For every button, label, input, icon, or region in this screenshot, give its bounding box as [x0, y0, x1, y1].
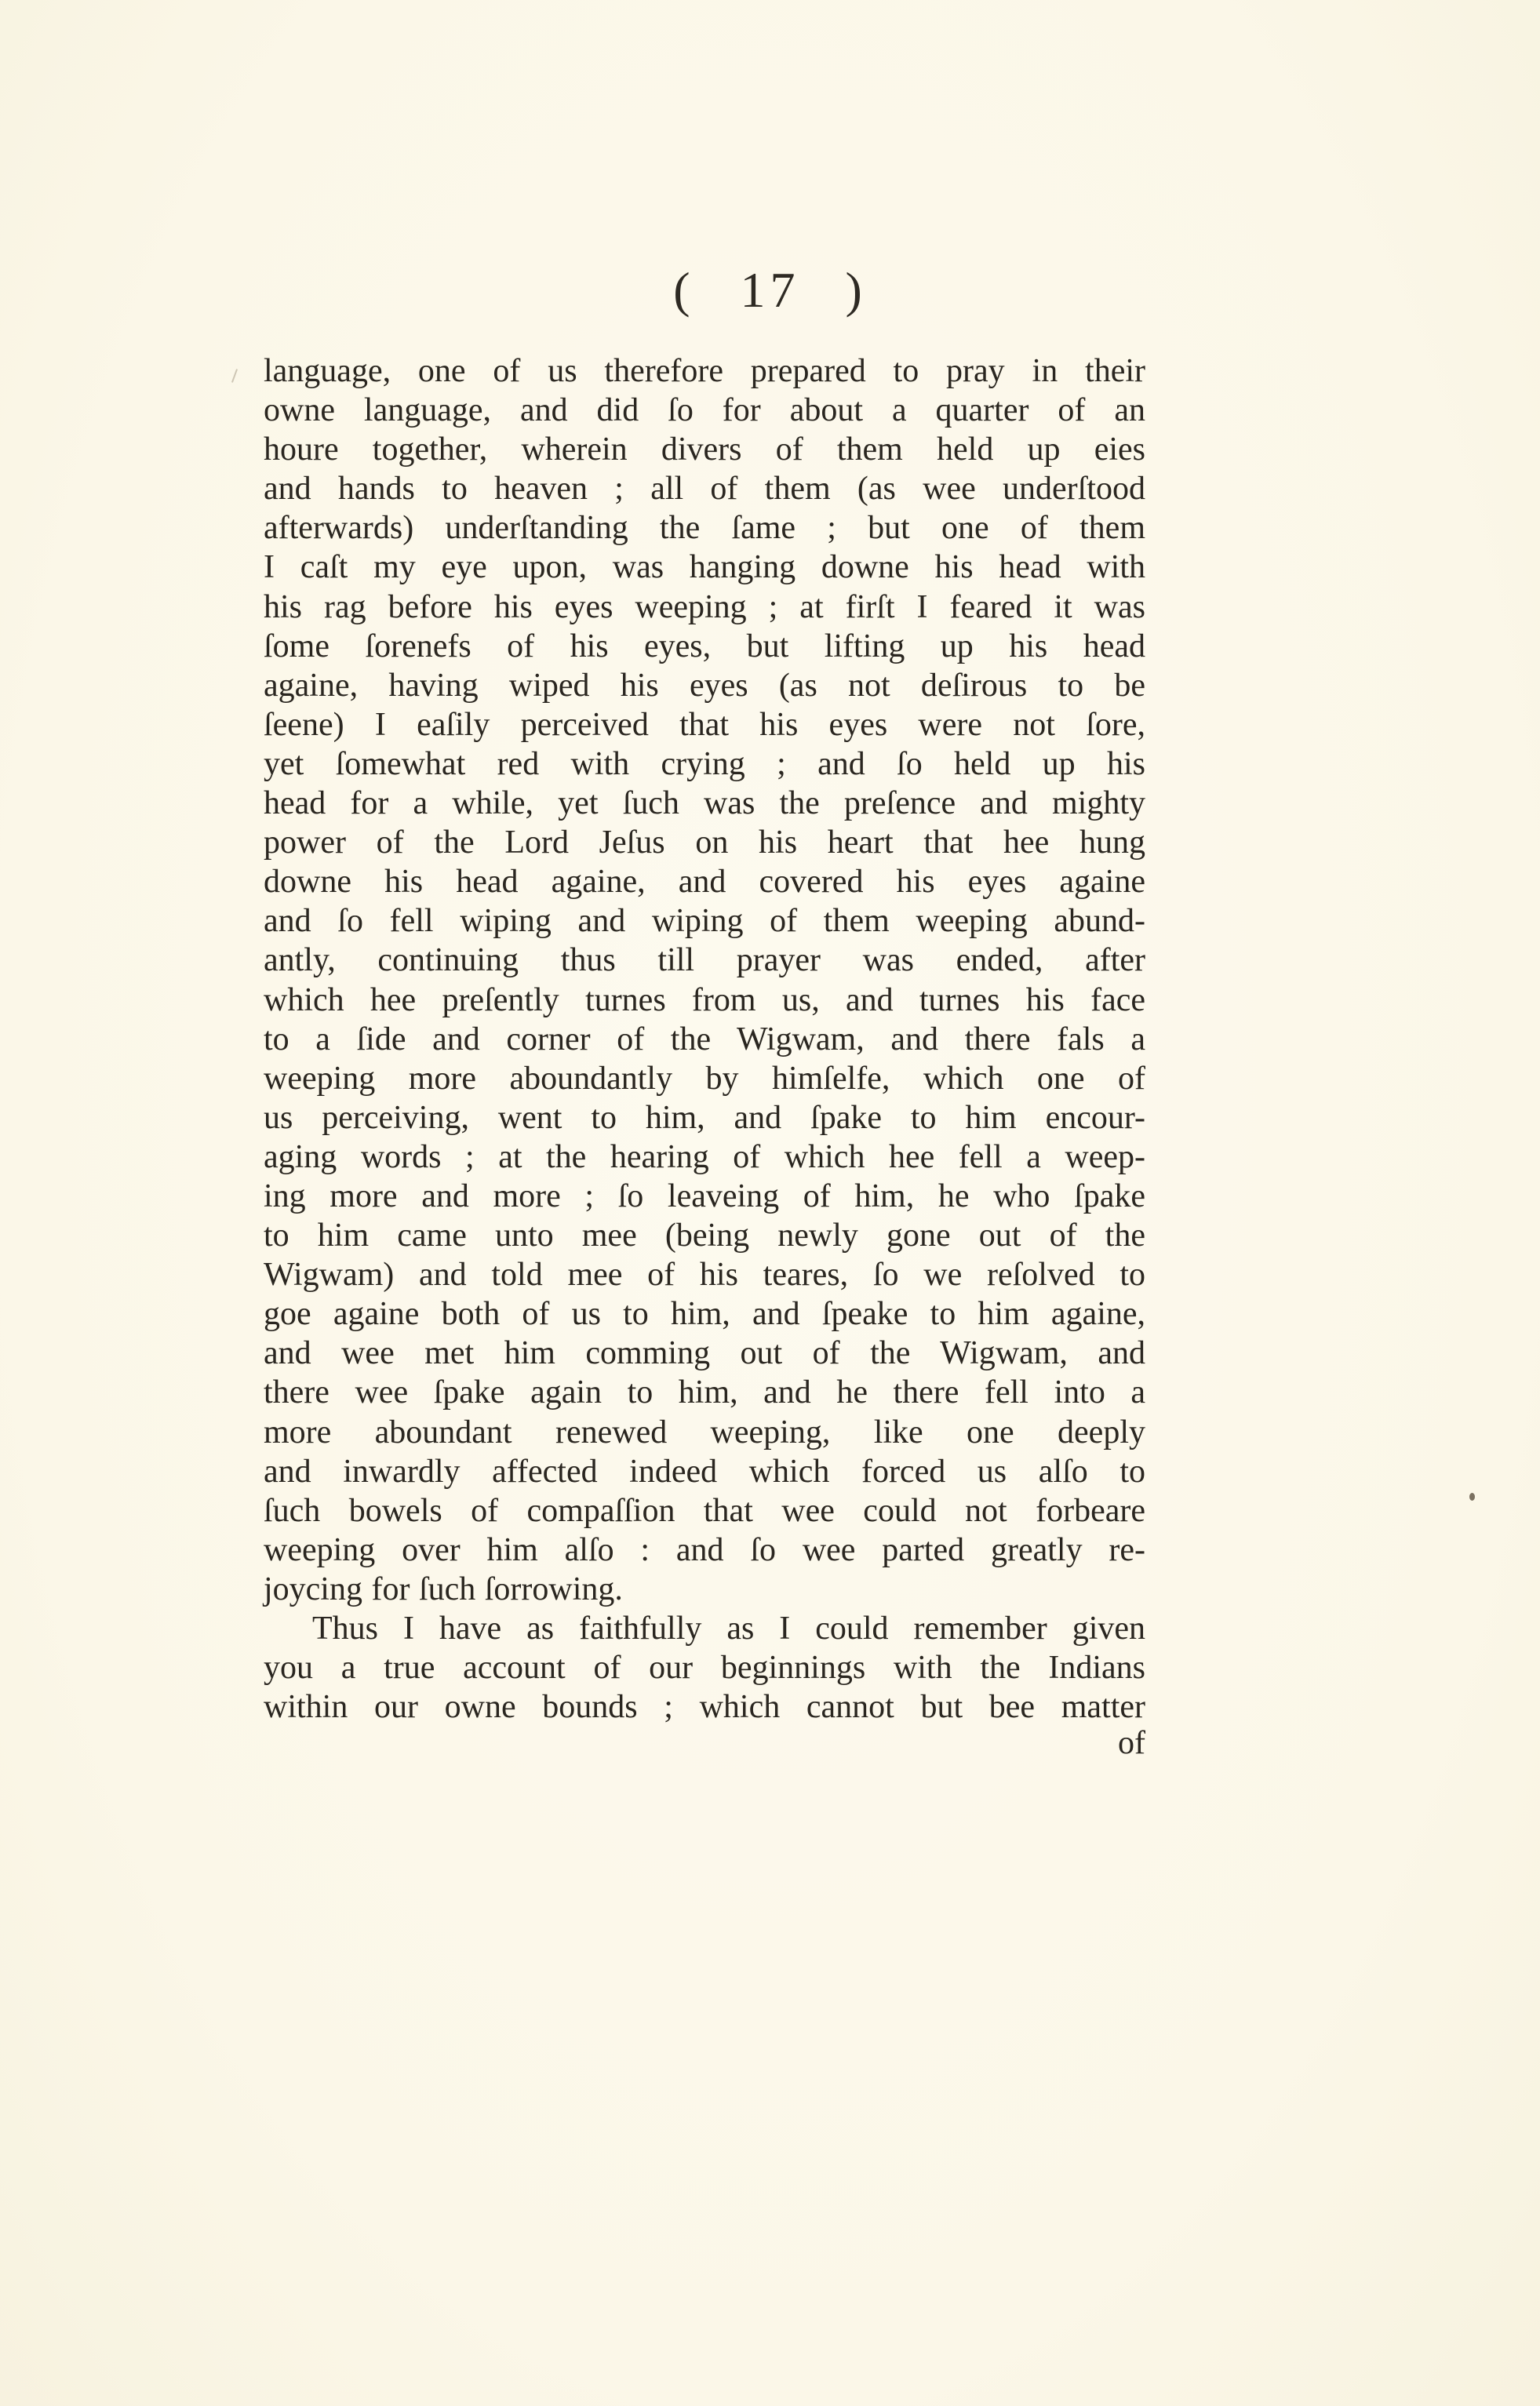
text-line: us perceiving, went to him, and ſpake to him encour-: [264, 1099, 1145, 1136]
ink-speck: [1469, 1493, 1475, 1501]
text-line: you a true account of our beginnings with the Indians: [264, 1650, 1145, 1687]
text-line: afterwards) underſtanding the ſame ; but one of them: [264, 510, 1145, 547]
text-line: to a ſide and corner of the Wigwam, and there fals a: [264, 1021, 1145, 1057]
text-line: weeping more aboundantly by himſelfe, which one of: [264, 1060, 1145, 1097]
text-line: Wigwam) and told mee of his teares, ſo we reſolved to: [264, 1257, 1145, 1294]
text-line: owne language, and did ſo for about a quarter of an: [264, 392, 1145, 429]
text-line: ſeene) I eaſily perceived that his eyes were not ſore,: [264, 706, 1145, 743]
text-line: ing more and more ; ſo leaveing of him, he who ſpake: [264, 1178, 1145, 1214]
text-line: antly, continuing thus till prayer was ended, after: [264, 942, 1145, 979]
text-line: houre together, wherein divers of them held up eies: [264, 431, 1145, 468]
text-line: power of the Lord Jeſus on his heart that hee hung: [264, 824, 1145, 861]
text-line: his rag before his eyes weeping ; at firſt I feared it was: [264, 588, 1145, 625]
text-line: downe his head againe, and covered his eyes againe: [264, 864, 1145, 901]
text-line: more aboundant renewed weeping, like one deeply: [264, 1414, 1145, 1451]
page-number-open-paren: (: [673, 262, 695, 318]
page-number-value: 17: [740, 262, 800, 318]
text-line: and wee met him comming out of the Wigwam, and: [264, 1335, 1145, 1372]
text-line: I caſt my eye upon, was hanging downe his head with: [264, 549, 1145, 586]
text-line: aging words ; at the hearing of which hee fell a weep-: [264, 1138, 1145, 1175]
text-line: within our owne bounds ; which cannot but bee matter: [264, 1689, 1145, 1726]
margin-mark: [231, 369, 238, 383]
text-line: againe, having wiped his eyes (as not deſirous to be: [264, 667, 1145, 704]
text-line: goe againe both of us to him, and ſpeake to him againe,: [264, 1296, 1145, 1333]
text-line: language, one of us therefore prepared to pray in their: [264, 353, 1145, 389]
text-line: yet ſomewhat red with crying ; and ſo held up his: [264, 745, 1145, 782]
body-text: [264, 351, 1145, 1727]
text-line: ſome ſorenefs of his eyes, but lifting up his head: [264, 628, 1145, 664]
page-number: [0, 262, 1540, 318]
page-number-close-paren: ): [845, 262, 867, 318]
paragraph-first-line: Thus I have as faithfully as I could remember given: [312, 1611, 1145, 1647]
text-line: there wee ſpake again to him, and he there fell into a: [264, 1374, 1145, 1411]
text-line: and inwardly affected indeed which forced us alſo to: [264, 1453, 1145, 1490]
text-line: ſuch bowels of compaſſion that wee could not forbeare: [264, 1492, 1145, 1529]
text-line: and hands to heaven ; all of them (as wee underſtood: [264, 471, 1145, 508]
text-line: and ſo fell wiping and wiping of them weeping abund-: [264, 903, 1145, 940]
text-line: which hee preſently turnes from us, and turnes his face: [264, 981, 1145, 1018]
text-line: weeping over him alſo : and ſo wee parted greatly re-: [264, 1531, 1145, 1568]
text-line: joycing for ſuch ſorrowing.: [264, 1571, 623, 1607]
text-line: to him came unto mee (being newly gone out of the: [264, 1218, 1145, 1254]
text-line: head for a while, yet ſuch was the preſence and mighty: [264, 785, 1145, 822]
catchword: of: [1118, 1725, 1145, 1761]
